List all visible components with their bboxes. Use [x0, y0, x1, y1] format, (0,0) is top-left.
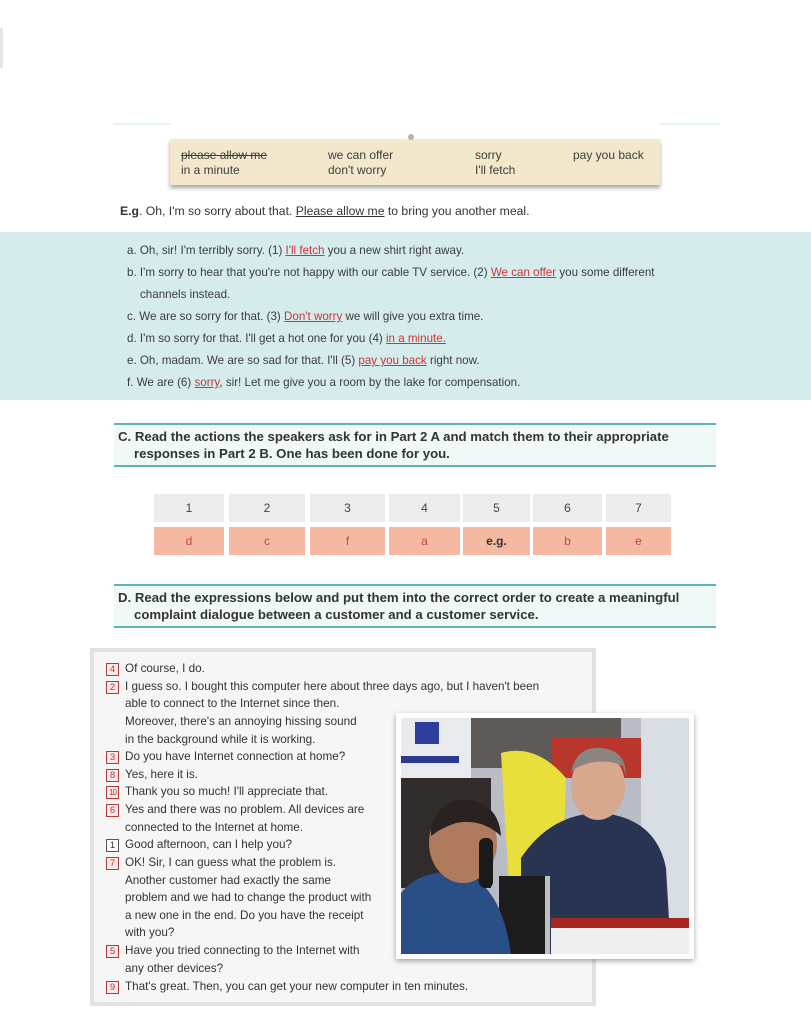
- top-rule-right: [660, 123, 720, 125]
- page-edge-sliver: [0, 28, 3, 68]
- match-number-cell: 5: [463, 494, 530, 522]
- match-number-cell: 3: [310, 494, 385, 522]
- sentence-text: I'm sorry to hear that you're not happy with our cable TV service. (2): [139, 266, 491, 279]
- section-c-line2: responses in Part 2 B. One has been done for you.: [134, 446, 450, 461]
- dialogue-line: Of course, I do.: [125, 662, 205, 675]
- sentence-text: right now.: [426, 354, 480, 367]
- dialogue-line: problem and we had to change the product with: [125, 891, 372, 904]
- sentence-letter: a.: [127, 244, 137, 257]
- example-label: E.g: [120, 204, 139, 218]
- order-number-badge: 4: [106, 663, 119, 676]
- dialogue-line: Do you have Internet connection at home?: [125, 750, 346, 763]
- dialogue-line: Moreover, there's an annoying hissing sound: [125, 715, 357, 728]
- order-number-badge: 8: [106, 769, 119, 782]
- match-number-cell: 1: [154, 494, 224, 522]
- sentence-answer: We can offer: [490, 266, 557, 279]
- sentence-text: Oh, sir! I'm terribly sorry. (1): [139, 244, 286, 257]
- word-pay-you-back: pay you back: [573, 148, 644, 162]
- sentence-letter: c.: [127, 310, 137, 323]
- sentence-answer: Don't worry: [284, 310, 343, 323]
- section-c-line1: C. Read the actions the speakers ask for in Part 2 A and match them to their appropriate: [118, 429, 669, 444]
- order-number-badge: 1: [106, 839, 119, 852]
- photo-illustration: [401, 718, 689, 954]
- sentence-answer: in a minute.: [385, 332, 446, 345]
- dialogue-line: Thank you so much! I'll appreciate that.: [125, 785, 328, 798]
- dialogue-line: Another customer had exactly the same: [125, 874, 331, 887]
- sentence-f: [127, 376, 520, 389]
- section-d-heading: [114, 584, 716, 628]
- match-answer-cell: e: [606, 527, 671, 555]
- section-c-heading: [114, 423, 716, 467]
- sentence-letter: f.: [127, 376, 134, 389]
- dialogue-line: I guess so. I bought this computer here about three days ago, but I haven't been: [125, 680, 540, 693]
- dialogue-line: That's great. Then, you can get your new computer in ten minutes.: [125, 980, 469, 993]
- match-answer-cell: a: [389, 527, 460, 555]
- exercise-b-sentences: [0, 232, 811, 400]
- top-rule-left: [113, 123, 171, 125]
- dialogue-line: able to connect to the Internet since then.: [125, 697, 340, 710]
- sentence-answer: I'll fetch: [285, 244, 325, 257]
- order-number-badge: 6: [106, 804, 119, 817]
- sentence-answer: pay you back: [358, 354, 427, 367]
- word-box: [170, 139, 660, 185]
- example-answer: Please allow me: [295, 204, 385, 218]
- sentence-text: , sir! Let me give you a room by the lake for compensation.: [219, 376, 521, 389]
- dialogue-line: Yes and there was no problem. All devices are: [125, 803, 365, 816]
- dialogue-line: connected to the Internet at home.: [125, 821, 304, 834]
- example-sentence: [120, 204, 529, 218]
- order-number-badge: 9: [106, 981, 119, 994]
- match-answer-cell: c: [229, 527, 305, 555]
- word-in-a-minute: in a minute: [181, 163, 240, 177]
- sentence-text: we will give you extra time.: [342, 310, 484, 323]
- sentence-text: We are (6): [136, 376, 195, 389]
- sentence-answer: sorry: [194, 376, 220, 389]
- photo-frame: [396, 713, 694, 959]
- dialogue-line: Yes, here it is.: [125, 768, 198, 781]
- sentence-text: you some different: [556, 266, 655, 279]
- customer-service-photo: [401, 718, 689, 954]
- word-sorry: sorry: [475, 148, 502, 162]
- order-number-badge: 5: [106, 945, 119, 958]
- sentence-d: [127, 332, 446, 345]
- pin-icon: [408, 134, 414, 140]
- section-d-line1: D. Read the expressions below and put them into the correct order to create a meaningful: [118, 590, 680, 605]
- order-number-badge: 2: [106, 681, 119, 694]
- dialogue-line: a new one in the end. Do you have the receipt: [125, 909, 364, 922]
- match-number-cell: 2: [229, 494, 305, 522]
- dialogue-line: OK! Sir, I can guess what the problem is.: [125, 856, 337, 869]
- sentence-letter: e.: [127, 354, 137, 367]
- sentence-letter: b.: [127, 266, 137, 279]
- match-answer-cell: b: [533, 527, 602, 555]
- word-ill-fetch: I'll fetch: [475, 163, 516, 177]
- sentence-text: you a new shirt right away.: [324, 244, 465, 257]
- match-answer-cell-example: e.g.: [463, 527, 530, 555]
- example-after: to bring you another meal.: [384, 204, 530, 218]
- sentence-c: [127, 310, 483, 323]
- order-number-badge: 10: [106, 786, 119, 799]
- dialogue-line: any other devices?: [125, 962, 224, 975]
- word-please-allow-me: please allow me: [181, 148, 268, 162]
- order-number-badge: 3: [106, 751, 119, 764]
- dialogue-line: Have you tried connecting to the Internet with: [125, 944, 360, 957]
- sentence-a: [127, 244, 464, 257]
- order-number-badge: 7: [106, 857, 119, 870]
- match-number-cell: 6: [533, 494, 602, 522]
- word-dont-worry: don't worry: [328, 163, 387, 177]
- sentence-text: I'm so sorry for that. I'll get a hot one for you (4): [139, 332, 386, 345]
- sentence-text: We are so sorry for that. (3): [139, 310, 285, 323]
- dialogue-line: Good afternoon, can I help you?: [125, 838, 292, 851]
- example-before: . Oh, I'm so sorry about that.: [138, 204, 296, 218]
- match-number-cell: 7: [606, 494, 671, 522]
- dialogue-line: in the background while it is working.: [125, 733, 316, 746]
- section-d-line2: complaint dialogue between a customer and a customer service.: [134, 607, 539, 622]
- match-number-cell: 4: [389, 494, 460, 522]
- match-answer-cell: d: [154, 527, 224, 555]
- sentence-b: [127, 266, 655, 279]
- dialogue-line: with you?: [125, 926, 175, 939]
- sentence-e: [127, 354, 480, 367]
- sentence-text: Oh, madam. We are so sad for that. I'll (5): [139, 354, 359, 367]
- word-we-can-offer: we can offer: [328, 148, 394, 162]
- sentence-b-continuation: channels instead.: [140, 288, 231, 301]
- match-answer-cell: f: [310, 527, 385, 555]
- sentence-letter: d.: [127, 332, 137, 345]
